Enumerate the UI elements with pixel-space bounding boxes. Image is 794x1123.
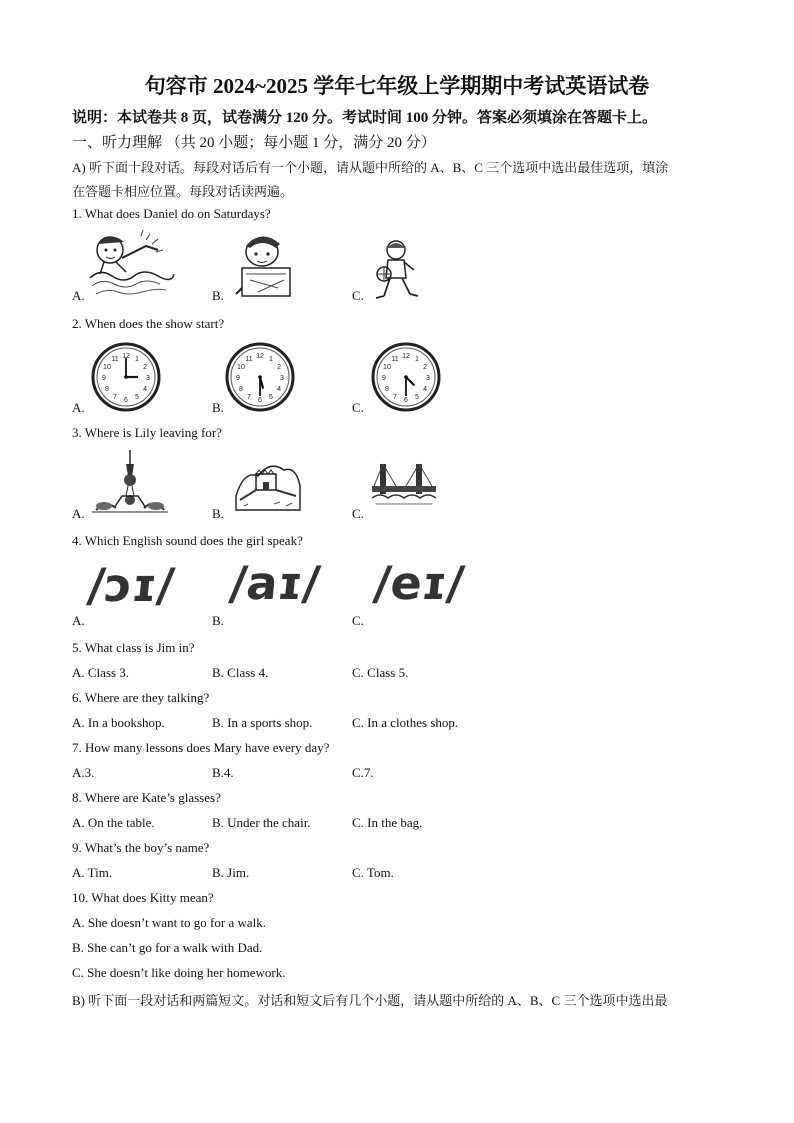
q8-option-b: B. Under the chair. <box>212 815 311 830</box>
option-b-label: B. <box>212 506 224 521</box>
option-b-label: B. <box>212 613 224 628</box>
q6-option-a: A. In a bookshop. <box>72 715 165 730</box>
question-10: 10. What does Kitty mean? <box>72 890 214 905</box>
part-a-instructions-line1: A) 听下面十段对话。每段对话后有一个小题，请从题中所给的 A、B、C 三个选项中选出最佳选项，填涂 <box>72 160 669 175</box>
option-a-label: A. <box>72 506 85 521</box>
svg-text:10: 10 <box>383 364 391 371</box>
basketball-boy-picture <box>370 238 426 300</box>
svg-text:6: 6 <box>258 397 262 404</box>
svg-text:12: 12 <box>122 353 130 360</box>
svg-text:11: 11 <box>245 355 253 363</box>
question-8: 8. Where are Kate’s glasses? <box>72 790 221 805</box>
svg-text:2: 2 <box>423 364 428 371</box>
svg-text:9: 9 <box>236 375 240 382</box>
bridge-picture <box>372 458 436 508</box>
q5-option-a: A. Class 3. <box>72 665 130 680</box>
svg-text:1: 1 <box>415 355 419 363</box>
svg-text:8: 8 <box>238 386 243 393</box>
svg-text:12: 12 <box>256 353 264 360</box>
swimming-boy-picture <box>86 228 176 300</box>
option-c-label: C. <box>352 288 364 303</box>
q7-option-b: B.4. <box>212 765 234 780</box>
svg-text:6: 6 <box>404 397 408 404</box>
part-b-instructions-line1: B) 听下面一段对话和两篇短文。对话和短文后有几个小题，请从题中所给的 A、B、C 三个选项中选出最 <box>72 993 668 1008</box>
question-4: 4. Which English sound does the girl speak? <box>72 533 303 548</box>
option-c-label: C. <box>352 613 364 628</box>
option-b-label: B. <box>212 400 224 415</box>
svg-text:5: 5 <box>415 394 419 402</box>
part-a-instructions-line2: 在答题卡相应位置。每段对话读两遍。 <box>72 184 294 199</box>
question-9: 9. What’s the boy’s name? <box>72 840 210 855</box>
q8-option-c: C. In the bag. <box>352 815 423 830</box>
svg-text:11: 11 <box>111 355 119 363</box>
svg-text:11: 11 <box>391 355 399 363</box>
question-2: 2. When does the show start? <box>72 316 225 331</box>
clock-5-30-picture <box>224 341 296 413</box>
svg-text:2: 2 <box>143 364 148 371</box>
svg-text:4: 4 <box>423 386 428 393</box>
drawing-boy-picture <box>228 230 298 300</box>
q6-option-b: B. In a sports shop. <box>212 715 313 730</box>
svg-text:9: 9 <box>102 375 106 382</box>
svg-text:7: 7 <box>113 394 117 402</box>
clock-4-30-picture <box>370 341 442 413</box>
svg-text:3: 3 <box>280 375 284 382</box>
question-3: 3. Where is Lily leaving for? <box>72 425 222 440</box>
svg-text:10: 10 <box>237 364 245 371</box>
svg-text:1: 1 <box>135 355 139 363</box>
q6-option-c: C. In a clothes shop. <box>352 715 459 730</box>
option-c-label: C. <box>352 506 364 521</box>
svg-text:6: 6 <box>124 397 128 404</box>
svg-text:2: 2 <box>277 364 282 371</box>
option-a-label: A. <box>72 400 85 415</box>
svg-text:8: 8 <box>104 386 109 393</box>
sound-ai-card: /aɪ/ <box>227 556 323 610</box>
q10-option-c: C. She doesn’t like doing her homework. <box>72 965 286 980</box>
great-wall-picture <box>234 456 302 512</box>
q9-option-c: C. Tom. <box>352 865 394 880</box>
svg-text:8: 8 <box>384 386 389 393</box>
exam-notice: 说明：本试卷共 8 页，试卷满分 120 分。考试时间 100 分钟。答案必须填涂在答题卡上。 <box>72 110 658 126</box>
q9-option-a: A. Tim. <box>72 865 113 880</box>
option-a-label: A. <box>72 288 85 303</box>
svg-text:10: 10 <box>103 364 111 371</box>
svg-text:4: 4 <box>277 386 282 393</box>
option-c-label: C. <box>352 400 364 415</box>
question-5: 5. What class is Jim in? <box>72 640 195 655</box>
q5-option-b: B. Class 4. <box>212 665 269 680</box>
svg-text:7: 7 <box>247 394 251 402</box>
q5-option-c: C. Class 5. <box>352 665 409 680</box>
page-title: 句容市 2024~2025 学年七年级上学期期中考试英语试卷 <box>144 74 650 98</box>
svg-text:5: 5 <box>135 394 139 402</box>
question-7: 7. How many lessons does Mary have every day? <box>72 740 330 755</box>
q9-option-b: B. Jim. <box>212 865 250 880</box>
option-a-label: A. <box>72 613 85 628</box>
question-6: 6. Where are they talking? <box>72 690 210 705</box>
svg-text:1: 1 <box>269 355 273 363</box>
question-1: 1. What does Daniel do on Saturdays? <box>72 206 271 221</box>
q10-option-b: B. She can’t go for a walk with Dad. <box>72 940 263 955</box>
q10-option-a: A. She doesn’t want to go for a walk. <box>72 915 267 930</box>
svg-text:3: 3 <box>146 375 150 382</box>
clock-3-00-picture <box>90 341 162 413</box>
sound-ei-card: /eɪ/ <box>371 556 467 610</box>
option-b-label: B. <box>212 288 224 303</box>
svg-text:5: 5 <box>269 394 273 402</box>
svg-text:3: 3 <box>426 375 430 382</box>
svg-text:9: 9 <box>382 375 386 382</box>
tv-tower-picture <box>92 450 168 516</box>
section-heading: 一、听力理解 （共 20 小题；每小题 1 分，满分 20 分） <box>72 135 436 151</box>
q7-option-a: A.3. <box>72 765 95 780</box>
svg-text:12: 12 <box>402 353 410 360</box>
svg-text:7: 7 <box>393 394 397 402</box>
q8-option-a: A. On the table. <box>72 815 155 830</box>
q7-option-c: C.7. <box>352 765 374 780</box>
sound-oi-card: /ɔɪ/ <box>85 558 177 612</box>
svg-text:4: 4 <box>143 386 148 393</box>
